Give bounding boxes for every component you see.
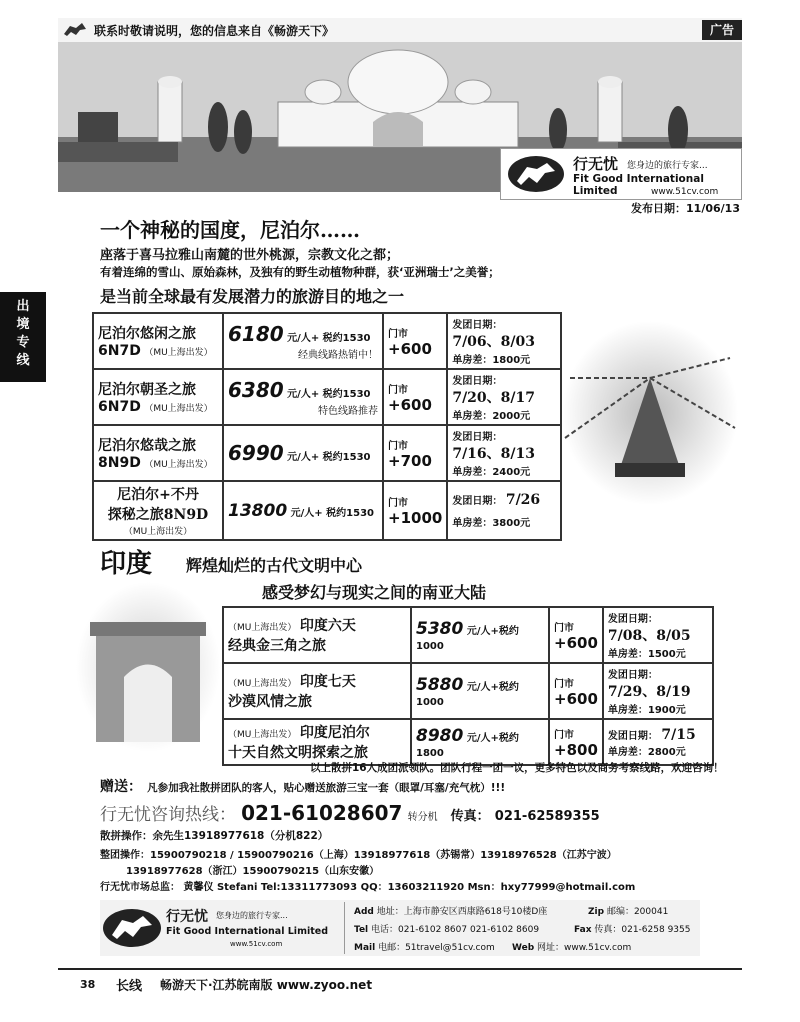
table-row xyxy=(223,663,713,719)
date-label: 发团日期： xyxy=(607,614,658,625)
table-row xyxy=(93,369,561,425)
tour-theme: 十天自然文明探索之旅 xyxy=(228,745,368,761)
date-label: 发团日期： xyxy=(452,432,503,443)
tour-source: （MU上海出发） xyxy=(144,348,213,358)
tour-gate-cell xyxy=(383,425,447,481)
tour-theme: 经典金三角之旅 xyxy=(228,638,326,654)
tour-price: 6990 xyxy=(228,441,284,465)
single-supplement: 单房差：2000元 xyxy=(452,411,531,422)
tour-date-cell xyxy=(603,719,713,765)
side-tab-label: 出境专线 xyxy=(16,299,30,368)
date-label: 发团日期： xyxy=(607,670,658,681)
brand-cn-name: 行无忧 xyxy=(166,909,208,925)
india-gate-image xyxy=(76,582,220,752)
horse-logo-icon xyxy=(102,908,162,948)
gate-value: +600 xyxy=(388,339,432,358)
fit-operator: 散拼操作：余先生13918977618（分机822） xyxy=(100,830,329,842)
nepal-tour-table xyxy=(92,312,562,541)
tour-theme: 沙漠风情之旅 xyxy=(228,694,312,710)
tour-gate-cell xyxy=(549,663,603,719)
footer-rule xyxy=(58,968,742,970)
tour-price-cell xyxy=(411,719,549,765)
tour-name-cell xyxy=(93,313,223,369)
india-tagline: 感受梦幻与现实之间的南亚大陆 xyxy=(262,583,487,602)
marketing-director: 行无忧市场总监： 黄馨仪 Stefani Tel:13311773093 QQ：13603211920 Msn：hxy77999@hotmail.com xyxy=(100,882,636,893)
brand-logo-box xyxy=(500,148,742,200)
address-row xyxy=(354,904,547,917)
fax: 传真：021-6258 9355 xyxy=(594,925,691,935)
tour-price-suffix: 元/人+税约1000 xyxy=(416,681,519,708)
tour-note: 特色线路推荐 xyxy=(318,405,378,417)
tour-code: 6N7D xyxy=(98,343,141,359)
tour-price-suffix: 元/人+ 税约1530 xyxy=(287,332,371,344)
tour-price-cell xyxy=(223,369,383,425)
tour-source: （MU上海出发） xyxy=(228,730,297,740)
tour-price-cell xyxy=(411,663,549,719)
section-side-tab xyxy=(0,292,46,382)
fax-number: 021-62589355 xyxy=(494,809,600,824)
brand-slogan: 您身边的旅行专家... xyxy=(627,161,708,171)
tour-price: 5380 xyxy=(416,618,464,639)
tour-price: 6380 xyxy=(228,377,284,402)
date-label: 发团日期： xyxy=(452,320,503,331)
tel: 电话：021-6102 8607 021-6102 8609 xyxy=(371,925,540,935)
hotline-label: 行无忧咨询热线： xyxy=(100,805,236,825)
tour-price-suffix: 元/人+ 税约1530 xyxy=(287,452,371,463)
tour-name: 印度六天 xyxy=(299,618,356,634)
divider xyxy=(344,902,345,954)
tour-code: 6N7D xyxy=(98,399,141,415)
horse-logo-icon xyxy=(507,155,565,193)
tour-name: 印度尼泊尔 xyxy=(299,725,370,741)
gate-label: 门市 xyxy=(388,440,408,452)
web-label: Web xyxy=(512,943,535,953)
zip-row xyxy=(588,904,668,917)
gate-label: 门市 xyxy=(388,498,408,509)
tour-price: 13800 xyxy=(228,500,288,521)
nepal-line-2: 有着连绵的雪山、原始森林，及独有的野生动植物种群，获‘亚洲瑞士’之美誉； xyxy=(100,265,500,279)
date-label: 发团日期： xyxy=(452,496,503,507)
table-row xyxy=(93,481,561,540)
tour-price-cell xyxy=(223,481,383,540)
tour-price-cell xyxy=(411,607,549,663)
tour-price: 6180 xyxy=(228,321,284,346)
tour-price: 8980 xyxy=(416,725,464,746)
india-tour-table xyxy=(222,606,714,766)
group-operator-2: 13918977628（浙江）15900790215（山东安徽） xyxy=(126,866,380,877)
tour-date-cell xyxy=(447,369,561,425)
footer-magazine: 畅游天下·江苏皖南版 www.zyoo.net xyxy=(160,978,373,992)
source-notice: 联系时敬请说明，您的信息来自《畅游天下》 xyxy=(94,24,335,38)
brand-en-name: Fit Good International Limited xyxy=(166,926,329,937)
india-subtitle: 辉煌灿烂的古代文明中心 xyxy=(186,556,363,575)
brand-url: www.51cv.com xyxy=(230,940,283,948)
tour-date-cell xyxy=(447,481,561,540)
tour-source: （MU上海出发） xyxy=(228,679,297,689)
address: 地址：上海市静安区西康路618号10楼D座 xyxy=(376,907,548,917)
tour-name: 印度七天 xyxy=(299,674,356,690)
tour-note: 经典线路热销中！ xyxy=(298,349,378,361)
brand-cn-name: 行无忧 xyxy=(573,155,619,173)
tour-name-cell xyxy=(223,719,411,765)
gate-label: 门市 xyxy=(554,729,574,741)
gate-label: 门市 xyxy=(554,678,574,690)
table-row xyxy=(93,313,561,369)
tour-source: （MU上海出发） xyxy=(144,404,213,414)
tour-source: （MU上海出发） xyxy=(228,623,297,633)
horse-logo-icon xyxy=(62,20,88,38)
tour-gate-cell xyxy=(549,719,603,765)
tour-gate-cell xyxy=(383,313,447,369)
tour-name-cell xyxy=(93,425,223,481)
date-value: 7/08、8/05 xyxy=(607,628,691,644)
tour-date-cell xyxy=(447,425,561,481)
tour-price-cell xyxy=(223,313,383,369)
tour-date-cell xyxy=(447,313,561,369)
nepal-line-1: 座落于喜马拉雅山南麓的世外桃源，宗教文化之都； xyxy=(100,248,400,263)
date-value: 7/06、8/03 xyxy=(452,334,536,350)
gift-label: 赠送： xyxy=(100,779,142,795)
tour-date-cell xyxy=(603,663,713,719)
india-title: 印度 xyxy=(100,549,153,579)
page-number: 38 xyxy=(80,978,96,991)
gate-value: +800 xyxy=(554,740,598,759)
publish-date: 发布日期：11/06/13 xyxy=(631,202,740,215)
gate-label: 门市 xyxy=(554,622,574,634)
mail-row xyxy=(354,940,495,953)
fax-label: Fax xyxy=(574,925,592,935)
ad-tag: 广告 xyxy=(702,20,742,40)
hotline-ext: 转分机 xyxy=(407,812,438,823)
fax-row xyxy=(574,922,690,935)
tour-name-cell xyxy=(223,607,411,663)
tour-gate-cell xyxy=(549,607,603,663)
tour-gate-cell xyxy=(383,481,447,540)
gate-value: +600 xyxy=(554,633,598,652)
tel-row xyxy=(354,922,539,935)
gift-text: 凡参加我社散拼团队的客人，贴心赠送旅游三宝一套（眼罩/耳塞/充气枕）!!! xyxy=(147,782,506,794)
nepal-line-3: 是当前全球最有发展潜力的旅游目的地之一 xyxy=(100,287,405,306)
gate-value: +600 xyxy=(554,689,598,708)
single-supplement: 单房差：1800元 xyxy=(452,355,531,366)
date-label: 发团日期： xyxy=(607,730,658,742)
mail-label: Mail xyxy=(354,943,376,953)
tour-source: （MU上海出发） xyxy=(123,527,193,537)
table-row xyxy=(223,607,713,663)
date-label: 发团日期： xyxy=(452,376,503,387)
gate-value: +700 xyxy=(388,451,432,470)
brand-en-name: Fit Good International Limited xyxy=(573,173,704,197)
tour-name-cell xyxy=(93,369,223,425)
footer-section: 长线 xyxy=(116,979,143,994)
web: 网址：www.51cv.com xyxy=(537,943,632,953)
tour-source: （MU上海出发） xyxy=(144,460,213,470)
group-operator: 整团操作：15900790218 / 15900790216（上海）13918977618（苏锡常）13918976528（江苏宁波） xyxy=(100,850,617,861)
gate-label: 门市 xyxy=(388,328,408,340)
date-value: 7/15 xyxy=(661,726,696,743)
zip: 邮编：200041 xyxy=(606,907,669,917)
tour-price-suffix: 元/人+ 税约1530 xyxy=(287,388,371,400)
tour-price: 5880 xyxy=(416,674,464,695)
tour-name: 尼泊尔朝圣之旅 xyxy=(98,382,196,398)
tour-name: 尼泊尔+不丹 xyxy=(117,487,199,503)
single-supplement: 单房差：3800元 xyxy=(452,518,531,529)
tour-name: 尼泊尔悠哉之旅 xyxy=(98,438,196,454)
tour-code: 探秘之旅8N9D xyxy=(107,507,209,523)
top-notice-bar xyxy=(58,18,742,42)
nepal-title: 一个神秘的国度，尼泊尔…… xyxy=(100,218,360,242)
tour-name-cell xyxy=(223,663,411,719)
tour-name-cell xyxy=(93,481,223,540)
gift-line xyxy=(100,776,505,796)
date-value: 7/16、8/13 xyxy=(452,446,536,462)
table-row xyxy=(93,425,561,481)
zip-label: Zip xyxy=(588,907,605,917)
single-supplement: 单房差：1500元 xyxy=(607,649,686,660)
tour-price-suffix: 元/人+ 税约1530 xyxy=(290,507,375,519)
gate-value: +1000 xyxy=(388,509,443,527)
tour-price-suffix: 元/人+税约1800 xyxy=(416,732,519,759)
single-supplement: 单房差：2800元 xyxy=(607,746,686,758)
single-supplement: 单房差：2400元 xyxy=(452,467,531,478)
group-note: 以上散拼16人成团派领队。团队行程一团一议，更多特色以及商务考察线路，欢迎咨询！ xyxy=(310,762,724,774)
hotline-number: 021-61028607 xyxy=(241,801,403,825)
mail: 电邮：51travel@51cv.com xyxy=(378,943,495,953)
tour-code: 8N9D xyxy=(98,455,141,471)
tel-label: Tel xyxy=(354,925,369,935)
brand-url: www.51cv.com xyxy=(651,187,719,197)
tour-gate-cell xyxy=(383,369,447,425)
tour-price-suffix: 元/人+税约1000 xyxy=(416,625,519,652)
web-row xyxy=(512,940,631,953)
tour-name: 尼泊尔悠闲之旅 xyxy=(98,326,196,342)
date-value: 7/29、8/19 xyxy=(607,684,691,700)
tour-price-cell xyxy=(223,425,383,481)
fax-label: 传真： xyxy=(450,809,490,824)
date-value: 7/26 xyxy=(505,492,541,508)
gate-label: 门市 xyxy=(388,384,408,396)
date-value: 7/20、8/17 xyxy=(452,390,536,406)
table-row xyxy=(223,719,713,765)
add-label: Add xyxy=(354,907,374,917)
hotline-line xyxy=(100,800,600,825)
tour-date-cell xyxy=(603,607,713,663)
brand-slogan: 您身边的旅行专家... xyxy=(216,911,288,920)
stupa-image xyxy=(560,318,740,508)
single-supplement: 单房差：1900元 xyxy=(607,705,686,716)
contact-box xyxy=(100,900,700,956)
gate-value: +600 xyxy=(388,395,432,414)
